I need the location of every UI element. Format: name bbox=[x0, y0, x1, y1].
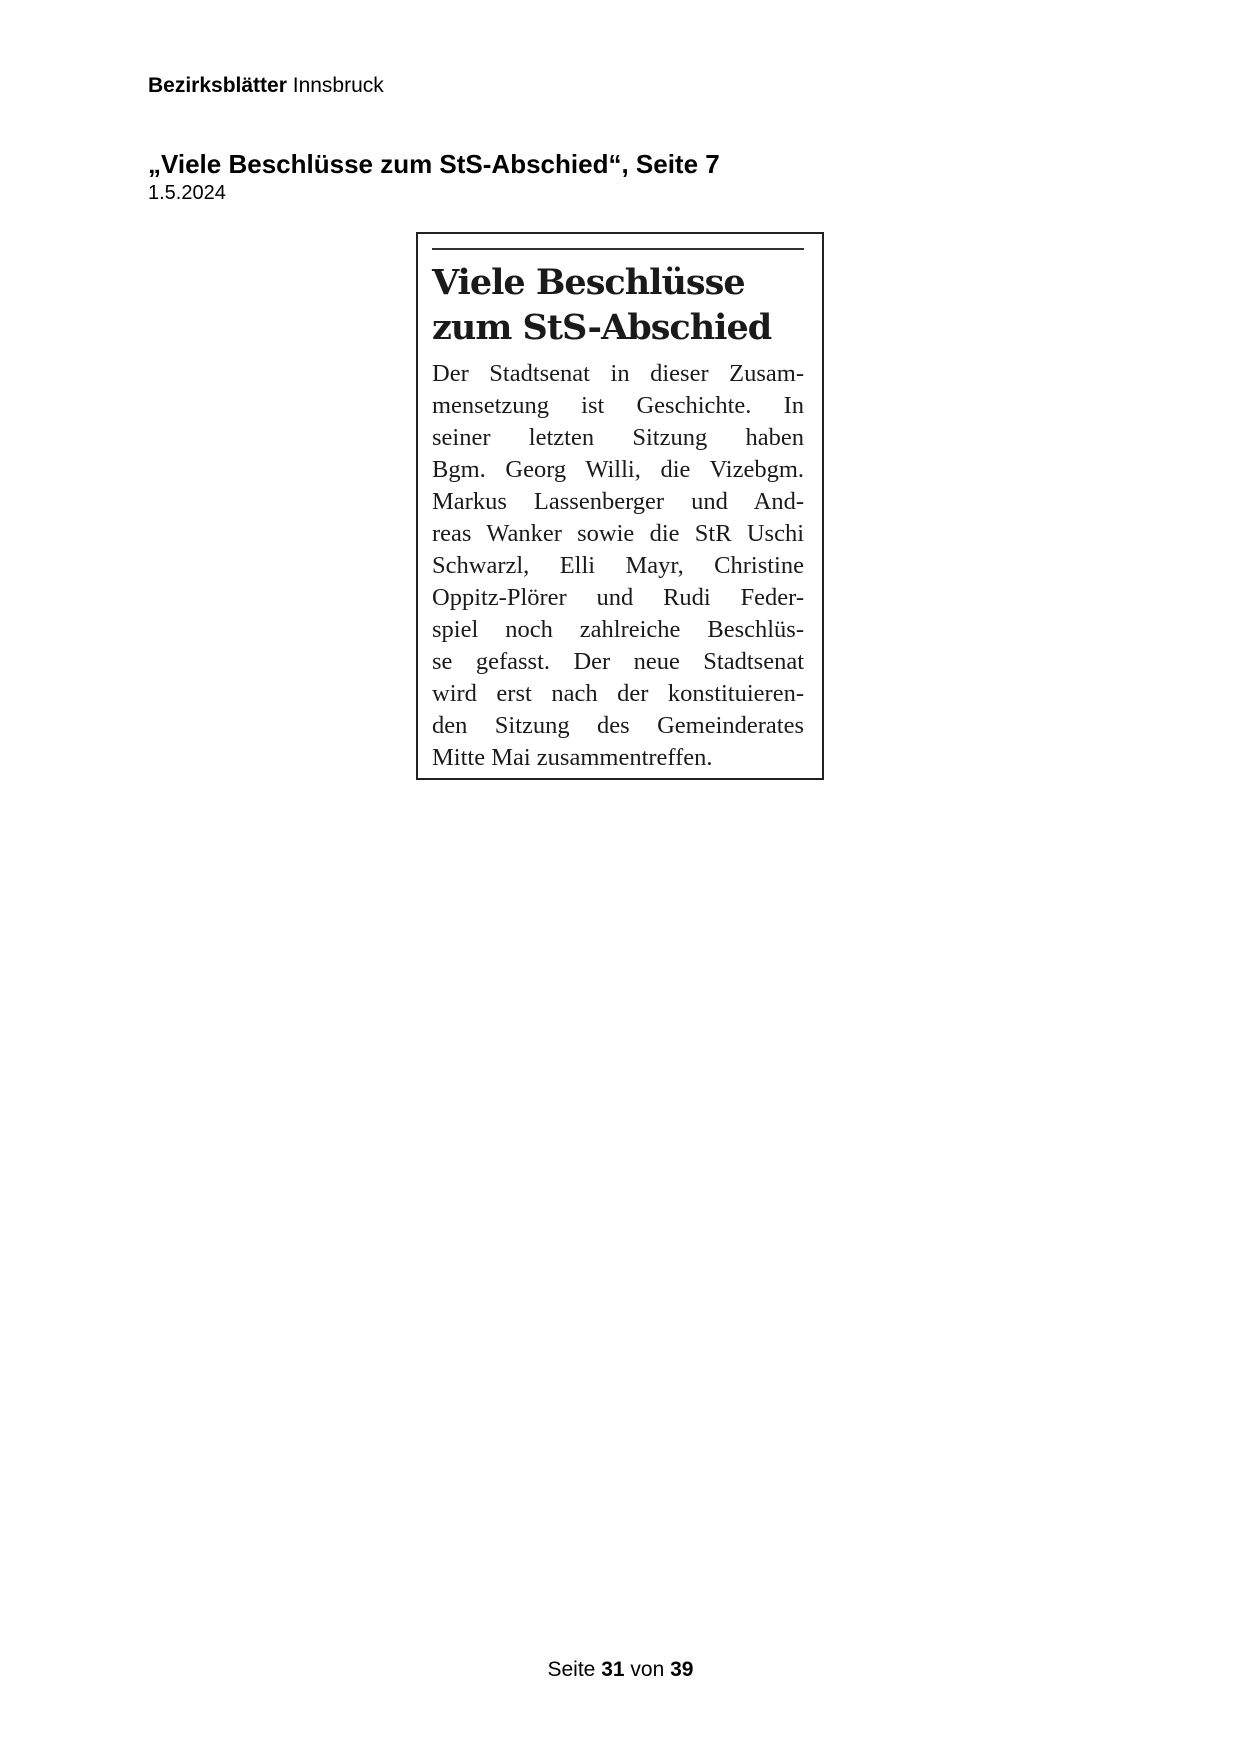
publication-region: Innsbruck bbox=[292, 74, 384, 97]
footer-separator: von bbox=[630, 1658, 665, 1681]
clipping-title-line: zum StS-Abschied bbox=[432, 307, 772, 348]
clipping-top-rule bbox=[432, 248, 804, 250]
publication-name: Bezirksblätter bbox=[148, 74, 287, 97]
clipping-body-line: spiel noch zahlreiche Beschlüs- bbox=[432, 616, 804, 643]
clipping-body-line: se gefasst. Der neue Stadtsenat bbox=[432, 648, 804, 675]
publication-line bbox=[148, 73, 384, 99]
clipping-body-line: Der Stadtsenat in dieser Zusam- bbox=[432, 360, 804, 387]
article-date: 1.5.2024 bbox=[148, 182, 226, 204]
clipping-body-line: Oppitz-Plörer und Rudi Feder- bbox=[432, 584, 804, 611]
clipping-title bbox=[432, 260, 812, 350]
footer-total-pages: 39 bbox=[670, 1658, 694, 1681]
clipping-body-line: seiner letzten Sitzung haben bbox=[432, 424, 804, 451]
newspaper-clipping bbox=[416, 232, 824, 780]
clipping-body-line: mensetzung ist Geschichte. In bbox=[432, 392, 804, 419]
page-footer bbox=[0, 1657, 1241, 1683]
clipping-title-line: Viele Beschlüsse bbox=[432, 262, 745, 303]
footer-current-page: 31 bbox=[601, 1658, 625, 1681]
article-reference: „Viele Beschlüsse zum StS-Abschied“, Seite 7 bbox=[148, 149, 720, 179]
clipping-body-line: Bgm. Georg Willi, die Vizebgm. bbox=[432, 456, 804, 483]
clipping-body-line: reas Wanker sowie die StR Uschi bbox=[432, 520, 804, 547]
clipping-body-line: Markus Lassenberger und And- bbox=[432, 488, 804, 515]
clipping-body-line: wird erst nach der konstituieren- bbox=[432, 680, 804, 707]
footer-prefix: Seite bbox=[547, 1658, 596, 1681]
clipping-body-line: Schwarzl, Elli Mayr, Christine bbox=[432, 552, 804, 579]
clipping-body-line: den Sitzung des Gemeinderates bbox=[432, 712, 804, 739]
clipping-body bbox=[432, 358, 804, 774]
clipping-body-line: Mitte Mai zusammentreffen. bbox=[432, 744, 713, 771]
